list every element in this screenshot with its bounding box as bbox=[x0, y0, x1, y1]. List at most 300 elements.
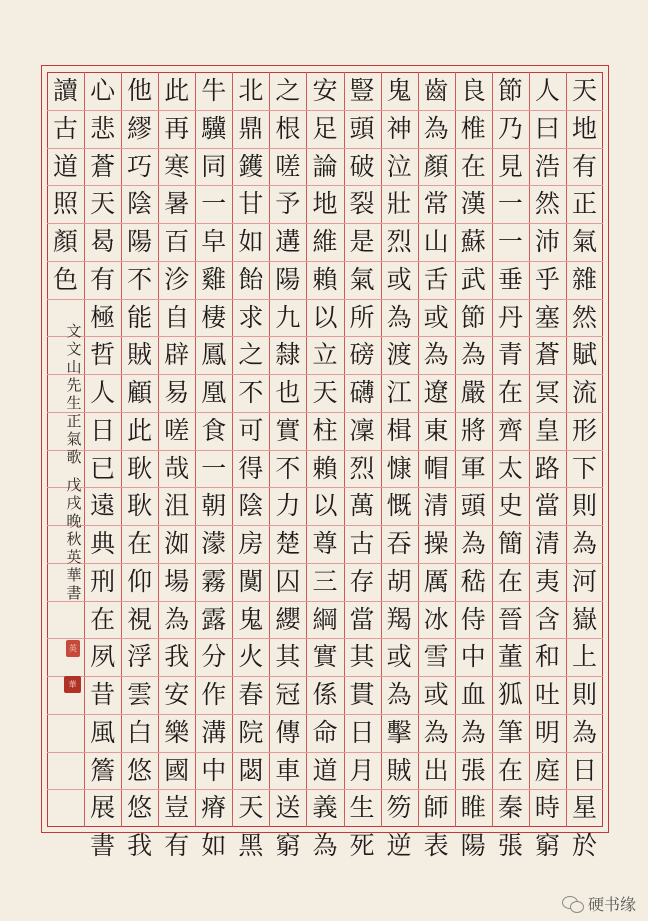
calligraphy-character: 刑 bbox=[90, 566, 116, 596]
calligraphy-character: 冥 bbox=[534, 378, 560, 407]
calligraphy-character: 所 bbox=[349, 302, 375, 332]
calligraphy-character: 鬼 bbox=[238, 604, 264, 634]
calligraphy-character: 萬 bbox=[349, 491, 375, 521]
calligraphy-character: 是 bbox=[349, 227, 375, 256]
calligraphy-character: 壯 bbox=[386, 189, 412, 219]
calligraphy-character: 乃 bbox=[497, 113, 523, 143]
calligraphy-character: 我 bbox=[127, 831, 153, 860]
calligraphy-character: 為 bbox=[423, 717, 449, 747]
calligraphy-character: 裂 bbox=[349, 189, 375, 219]
calligraphy-character: 遠 bbox=[90, 491, 116, 521]
calligraphy-character: 太 bbox=[497, 453, 523, 483]
calligraphy-character: 洳 bbox=[164, 529, 190, 558]
calligraphy-character: 見 bbox=[497, 151, 523, 181]
calligraphy-character: 死 bbox=[349, 831, 375, 860]
calligraphy-character: 筆 bbox=[497, 717, 523, 747]
calligraphy-character: 食 bbox=[201, 415, 227, 445]
calligraphy-character: 以 bbox=[312, 302, 338, 332]
calligraphy-character: 日 bbox=[571, 755, 597, 785]
calligraphy-character: 哲 bbox=[90, 340, 116, 370]
calligraphy-character: 悠 bbox=[127, 793, 153, 823]
calligraphy-character: 山 bbox=[423, 227, 449, 256]
calligraphy-character: 蒼 bbox=[90, 151, 116, 181]
text-column bbox=[381, 72, 418, 865]
calligraphy-character: 在 bbox=[90, 604, 116, 634]
calligraphy-character: 嗟 bbox=[275, 151, 301, 181]
calligraphy-character: 為 bbox=[164, 604, 190, 634]
text-column bbox=[529, 72, 566, 865]
calligraphy-character: 囚 bbox=[275, 566, 301, 596]
calligraphy-character: 巧 bbox=[127, 151, 153, 181]
calligraphy-character: 厲 bbox=[423, 566, 449, 596]
calligraphy-character: 浩 bbox=[534, 151, 560, 181]
calligraphy-character: 百 bbox=[164, 227, 190, 256]
calligraphy-character: 飴 bbox=[238, 264, 264, 294]
calligraphy-character: 青 bbox=[497, 340, 523, 370]
signature-character: 書 bbox=[66, 584, 82, 602]
calligraphy-character: 火 bbox=[238, 642, 264, 672]
calligraphy-character: 楚 bbox=[275, 529, 301, 558]
calligraphy-character: 慷 bbox=[386, 453, 412, 483]
calligraphy-character: 樂 bbox=[164, 717, 190, 747]
calligraphy-character: 雞 bbox=[201, 264, 227, 294]
calligraphy-character: 遼 bbox=[423, 378, 449, 407]
calligraphy-character: 仰 bbox=[127, 566, 153, 596]
calligraphy-character: 操 bbox=[423, 529, 449, 558]
calligraphy-character: 濛 bbox=[201, 529, 227, 558]
calligraphy-character: 瘠 bbox=[201, 793, 227, 823]
calligraphy-character: 星 bbox=[571, 793, 597, 823]
calligraphy-character: 窮 bbox=[534, 831, 560, 860]
calligraphy-character: 泣 bbox=[386, 151, 412, 181]
calligraphy-character: 節 bbox=[497, 76, 523, 105]
calligraphy-character: 為 bbox=[571, 717, 597, 747]
calligraphy-character: 柱 bbox=[312, 415, 338, 445]
calligraphy-character: 在 bbox=[497, 378, 523, 407]
calligraphy-character: 窮 bbox=[275, 831, 301, 860]
calligraphy-character: 人 bbox=[534, 76, 560, 105]
calligraphy-character: 嵇 bbox=[460, 566, 486, 596]
calligraphy-character: 明 bbox=[534, 717, 560, 747]
calligraphy-character: 清 bbox=[423, 491, 449, 521]
calligraphy-character: 人 bbox=[90, 378, 116, 407]
calligraphy-character: 其 bbox=[275, 642, 301, 672]
signature-character: 生 bbox=[66, 394, 82, 412]
calligraphy-character: 三 bbox=[312, 566, 338, 596]
calligraphy-character: 然 bbox=[571, 302, 597, 332]
calligraphy-character: 帽 bbox=[423, 453, 449, 483]
calligraphy-character: 安 bbox=[312, 76, 338, 105]
calligraphy-character: 為 bbox=[386, 680, 412, 709]
calligraphy-character: 日 bbox=[349, 717, 375, 747]
calligraphy-character: 在 bbox=[127, 529, 153, 558]
calligraphy-character: 存 bbox=[349, 566, 375, 596]
calligraphy-character: 或 bbox=[423, 302, 449, 332]
calligraphy-character: 道 bbox=[312, 755, 338, 785]
calligraphy-character: 論 bbox=[312, 151, 338, 181]
calligraphy-character: 傳 bbox=[275, 717, 301, 747]
calligraphy-character: 生 bbox=[349, 793, 375, 823]
calligraphy-character: 簷 bbox=[90, 755, 116, 785]
calligraphy-character: 一 bbox=[201, 189, 227, 219]
calligraphy-character: 軍 bbox=[460, 453, 486, 483]
calligraphy-character: 羯 bbox=[386, 604, 412, 634]
calligraphy-character: 夷 bbox=[534, 566, 560, 596]
calligraphy-character: 血 bbox=[460, 680, 486, 709]
calligraphy-character: 慨 bbox=[386, 491, 412, 521]
calligraphy-character: 頭 bbox=[460, 491, 486, 521]
calligraphy-character: 天 bbox=[312, 378, 338, 407]
calligraphy-character: 命 bbox=[312, 717, 338, 747]
calligraphy-character: 和 bbox=[534, 642, 560, 672]
calligraphy-character: 為 bbox=[571, 529, 597, 558]
calligraphy-character: 貫 bbox=[349, 680, 375, 709]
calligraphy-character: 路 bbox=[534, 453, 560, 483]
calligraphy-character: 浮 bbox=[127, 642, 153, 672]
calligraphy-character: 溝 bbox=[201, 717, 227, 747]
calligraphy-character: 能 bbox=[127, 302, 153, 332]
signature-character: 氣 bbox=[66, 430, 82, 448]
signature-character: 秋 bbox=[66, 530, 82, 548]
calligraphy-character: 張 bbox=[460, 755, 486, 785]
text-column bbox=[195, 72, 232, 865]
calligraphy-character: 天 bbox=[90, 189, 116, 219]
calligraphy-character: 不 bbox=[127, 264, 153, 294]
calligraphy-character: 極 bbox=[90, 302, 116, 332]
calligraphy-character: 國 bbox=[164, 755, 190, 785]
calligraphy-character: 或 bbox=[386, 264, 412, 294]
calligraphy-character: 皁 bbox=[201, 227, 227, 256]
calligraphy-character: 蒼 bbox=[534, 340, 560, 370]
calligraphy-character: 耿 bbox=[127, 491, 153, 521]
calligraphy-character: 破 bbox=[349, 151, 375, 181]
calligraphy-character: 曰 bbox=[534, 113, 560, 143]
calligraphy-character: 房 bbox=[238, 529, 264, 558]
calligraphy-character: 有 bbox=[164, 831, 190, 860]
text-column bbox=[232, 72, 269, 865]
calligraphy-character: 清 bbox=[534, 529, 560, 558]
signature-character: 戊 bbox=[66, 476, 82, 494]
calligraphy-character: 可 bbox=[238, 415, 264, 445]
calligraphy-character: 天 bbox=[238, 793, 264, 823]
calligraphy-character: 凰 bbox=[201, 378, 227, 407]
calligraphy-character: 義 bbox=[312, 793, 338, 823]
calligraphy-character: 已 bbox=[90, 453, 116, 483]
calligraphy-character: 日 bbox=[90, 415, 116, 445]
calligraphy-character: 凜 bbox=[349, 415, 375, 445]
calligraphy-character: 求 bbox=[238, 302, 264, 332]
calligraphy-character: 為 bbox=[460, 340, 486, 370]
calligraphy-character: 為 bbox=[386, 302, 412, 332]
calligraphy-character: 嚴 bbox=[460, 378, 486, 407]
calligraphy-character: 顧 bbox=[127, 378, 153, 407]
calligraphy-character: 月 bbox=[349, 755, 375, 785]
text-column bbox=[121, 72, 158, 865]
calligraphy-character: 簡 bbox=[497, 529, 523, 558]
calligraphy-character: 常 bbox=[423, 189, 449, 219]
signature-character: 正 bbox=[66, 412, 82, 430]
calligraphy-character: 也 bbox=[275, 378, 301, 407]
calligraphy-character: 哉 bbox=[164, 453, 190, 483]
calligraphy-character: 為 bbox=[312, 831, 338, 860]
calligraphy-character: 展 bbox=[90, 793, 116, 823]
calligraphy-character: 之 bbox=[275, 76, 301, 105]
calligraphy-character: 不 bbox=[275, 453, 301, 483]
calligraphy-character: 磅 bbox=[349, 340, 375, 370]
calligraphy-character: 出 bbox=[423, 755, 449, 785]
calligraphy-character: 在 bbox=[497, 566, 523, 596]
text-column bbox=[47, 72, 84, 299]
signature-character: 華 bbox=[66, 566, 82, 584]
calligraphy-character: 為 bbox=[423, 113, 449, 143]
calligraphy-character: 顏 bbox=[53, 227, 79, 256]
calligraphy-character: 鑊 bbox=[238, 151, 264, 181]
calligraphy-character: 神 bbox=[386, 113, 412, 143]
calligraphy-character: 江 bbox=[386, 378, 412, 407]
calligraphy-character: 沮 bbox=[164, 491, 190, 521]
text-column bbox=[344, 72, 381, 865]
calligraphy-character: 則 bbox=[571, 680, 597, 709]
calligraphy-character: 立 bbox=[312, 340, 338, 370]
calligraphy-character: 色 bbox=[53, 264, 79, 294]
calligraphy-character: 白 bbox=[127, 717, 153, 747]
calligraphy-character: 不 bbox=[238, 378, 264, 407]
calligraphy-character: 寒 bbox=[164, 151, 190, 181]
calligraphy-character: 將 bbox=[460, 415, 486, 445]
wechat-icon bbox=[562, 895, 584, 913]
calligraphy-character: 場 bbox=[164, 566, 190, 596]
calligraphy-character: 道 bbox=[53, 151, 79, 181]
calligraphy-character: 當 bbox=[534, 491, 560, 521]
calligraphy-character: 史 bbox=[497, 491, 523, 521]
calligraphy-character: 北 bbox=[238, 76, 264, 105]
signature-character: 晚 bbox=[66, 512, 82, 530]
calligraphy-character: 表 bbox=[423, 831, 449, 860]
calligraphy-character: 吞 bbox=[386, 529, 412, 558]
calligraphy-character: 係 bbox=[312, 680, 338, 709]
signature-block bbox=[63, 322, 85, 602]
seal-stamp-1: 英 bbox=[66, 640, 80, 657]
calligraphy-character: 沛 bbox=[534, 227, 560, 256]
calligraphy-character: 有 bbox=[571, 151, 597, 181]
calligraphy-character: 遘 bbox=[275, 227, 301, 256]
calligraphy-character: 春 bbox=[238, 680, 264, 709]
text-column bbox=[306, 72, 343, 865]
calligraphy-character: 夙 bbox=[90, 642, 116, 672]
calligraphy-character: 力 bbox=[275, 491, 301, 521]
calligraphy-character: 纓 bbox=[275, 604, 301, 634]
signature-character: 文 bbox=[66, 322, 82, 340]
calligraphy-character: 楫 bbox=[386, 415, 412, 445]
calligraphy-character: 椎 bbox=[460, 113, 486, 143]
calligraphy-character: 在 bbox=[460, 151, 486, 181]
calligraphy-character: 鼎 bbox=[238, 113, 264, 143]
calligraphy-character: 分 bbox=[201, 642, 227, 672]
calligraphy-character: 黑 bbox=[238, 831, 264, 860]
signature-date-author bbox=[66, 476, 81, 602]
calligraphy-character: 氣 bbox=[349, 264, 375, 294]
calligraphy-character: 之 bbox=[238, 340, 264, 370]
calligraphy-character: 辟 bbox=[164, 340, 190, 370]
calligraphy-character: 武 bbox=[460, 264, 486, 294]
calligraphy-character: 再 bbox=[164, 113, 190, 143]
calligraphy-character: 烈 bbox=[349, 453, 375, 483]
calligraphy-character: 烈 bbox=[386, 227, 412, 256]
calligraphy-character: 地 bbox=[312, 189, 338, 219]
calligraphy-character: 驥 bbox=[201, 113, 227, 143]
calligraphy-character: 棲 bbox=[201, 302, 227, 332]
calligraphy-character: 丹 bbox=[497, 302, 523, 332]
calligraphy-character: 易 bbox=[164, 378, 190, 407]
calligraphy-character: 陰 bbox=[238, 491, 264, 521]
calligraphy-character: 良 bbox=[460, 76, 486, 105]
calligraphy-character: 曷 bbox=[90, 227, 116, 256]
calligraphy-character: 豎 bbox=[349, 76, 375, 105]
calligraphy-character: 此 bbox=[127, 415, 153, 445]
calligraphy-character: 牛 bbox=[201, 76, 227, 105]
calligraphy-character: 隸 bbox=[275, 340, 301, 370]
calligraphy-character: 或 bbox=[386, 642, 412, 672]
calligraphy-character: 我 bbox=[164, 642, 190, 672]
calligraphy-character: 九 bbox=[275, 302, 301, 332]
calligraphy-character: 其 bbox=[349, 642, 375, 672]
calligraphy-character: 為 bbox=[460, 529, 486, 558]
calligraphy-character: 氣 bbox=[571, 227, 597, 256]
calligraphy-character: 昔 bbox=[90, 680, 116, 709]
calligraphy-character: 視 bbox=[127, 604, 153, 634]
calligraphy-character: 漢 bbox=[460, 189, 486, 219]
calligraphy-character: 張 bbox=[497, 831, 523, 860]
signature-character: 歌 bbox=[66, 448, 82, 466]
text-column bbox=[455, 72, 492, 865]
text-column bbox=[492, 72, 529, 865]
calligraphy-character: 心 bbox=[90, 76, 116, 105]
calligraphy-character: 賴 bbox=[312, 453, 338, 483]
calligraphy-character: 以 bbox=[312, 491, 338, 521]
calligraphy-character: 睢 bbox=[460, 793, 486, 823]
signature-character: 先 bbox=[66, 376, 82, 394]
calligraphy-character: 秦 bbox=[497, 793, 523, 823]
calligraphy-character: 雪 bbox=[423, 642, 449, 672]
calligraphy-character: 冰 bbox=[423, 604, 449, 634]
calligraphy-character: 一 bbox=[201, 453, 227, 483]
calligraphy-character: 於 bbox=[571, 831, 597, 860]
calligraphy-character: 露 bbox=[201, 604, 227, 634]
calligraphy-character: 天 bbox=[571, 76, 597, 105]
calligraphy-character: 胡 bbox=[386, 566, 412, 596]
signature-character: 戌 bbox=[66, 494, 82, 512]
calligraphy-character: 顏 bbox=[423, 151, 449, 181]
calligraphy-character: 自 bbox=[164, 302, 190, 332]
signature-character: 英 bbox=[66, 548, 82, 566]
seal-stamp-2: 華 bbox=[64, 676, 81, 693]
calligraphy-character: 地 bbox=[571, 113, 597, 143]
calligraphy-character: 逆 bbox=[386, 831, 412, 860]
calligraphy-character: 尊 bbox=[312, 529, 338, 558]
calligraphy-character: 予 bbox=[275, 189, 301, 219]
calligraphy-character: 頭 bbox=[349, 113, 375, 143]
calligraphy-character: 乎 bbox=[534, 264, 560, 294]
calligraphy-character: 實 bbox=[275, 415, 301, 445]
calligraphy-character: 陽 bbox=[460, 831, 486, 860]
calligraphy-character: 吐 bbox=[534, 680, 560, 709]
calligraphy-character: 一 bbox=[497, 227, 523, 256]
calligraphy-character: 繆 bbox=[127, 113, 153, 143]
calligraphy-character: 或 bbox=[423, 680, 449, 709]
calligraphy-character: 時 bbox=[534, 793, 560, 823]
calligraphy-character: 然 bbox=[534, 189, 560, 219]
calligraphy-character: 陽 bbox=[275, 264, 301, 294]
calligraphy-character: 典 bbox=[90, 529, 116, 558]
calligraphy-character: 車 bbox=[275, 755, 301, 785]
calligraphy-character: 東 bbox=[423, 415, 449, 445]
calligraphy-character: 他 bbox=[127, 76, 153, 105]
calligraphy-character: 狐 bbox=[497, 680, 523, 709]
calligraphy-character: 河 bbox=[571, 566, 597, 596]
calligraphy-character: 古 bbox=[53, 113, 79, 143]
calligraphy-character: 安 bbox=[164, 680, 190, 709]
calligraphy-character: 晉 bbox=[497, 604, 523, 634]
calligraphy-character: 如 bbox=[238, 227, 264, 256]
calligraphy-character: 綱 bbox=[312, 604, 338, 634]
calligraphy-character: 擊 bbox=[386, 717, 412, 747]
calligraphy-character: 笏 bbox=[386, 793, 412, 823]
calligraphy-character: 庭 bbox=[534, 755, 560, 785]
calligraphy-character: 作 bbox=[201, 680, 227, 709]
calligraphy-character: 沴 bbox=[164, 264, 190, 294]
calligraphy-character: 皇 bbox=[534, 415, 560, 445]
signature-title bbox=[66, 322, 81, 466]
text-column bbox=[84, 72, 121, 865]
calligraphy-character: 照 bbox=[53, 189, 79, 219]
text-column bbox=[269, 72, 306, 865]
calligraphy-character: 侍 bbox=[460, 604, 486, 634]
watermark-text: 硬书缘 bbox=[587, 895, 636, 914]
calligraphy-character: 風 bbox=[90, 717, 116, 747]
calligraphy-character: 嗟 bbox=[164, 415, 190, 445]
calligraphy-character: 嶽 bbox=[571, 604, 597, 634]
calligraphy-character: 同 bbox=[201, 151, 227, 181]
calligraphy-character: 鳳 bbox=[201, 340, 227, 370]
calligraphy-character: 塞 bbox=[534, 302, 560, 332]
signature-character: 文 bbox=[66, 340, 82, 358]
text-column bbox=[418, 72, 455, 865]
calligraphy-character: 霧 bbox=[201, 566, 227, 596]
calligraphy-character: 悲 bbox=[90, 113, 116, 143]
calligraphy-character: 雲 bbox=[127, 680, 153, 709]
calligraphy-character: 豈 bbox=[164, 793, 190, 823]
calligraphy-character: 朝 bbox=[201, 491, 227, 521]
calligraphy-character: 陽 bbox=[127, 227, 153, 256]
calligraphy-character: 當 bbox=[349, 604, 375, 634]
calligraphy-character: 正 bbox=[571, 189, 597, 219]
calligraphy-character: 根 bbox=[275, 113, 301, 143]
calligraphy-character: 送 bbox=[275, 793, 301, 823]
calligraphy-character: 渡 bbox=[386, 340, 412, 370]
calligraphy-character: 暑 bbox=[164, 189, 190, 219]
calligraphy-character: 舌 bbox=[423, 264, 449, 294]
calligraphy-character: 蘇 bbox=[460, 227, 486, 256]
calligraphy-character: 悠 bbox=[127, 755, 153, 785]
calligraphy-character: 上 bbox=[571, 642, 597, 672]
calligraphy-character: 形 bbox=[571, 415, 597, 445]
calligraphy-character: 則 bbox=[571, 491, 597, 521]
calligraphy-character: 書 bbox=[90, 831, 116, 860]
calligraphy-character: 下 bbox=[571, 453, 597, 483]
calligraphy-character: 甘 bbox=[238, 189, 264, 219]
calligraphy-character: 為 bbox=[460, 717, 486, 747]
calligraphy-character: 如 bbox=[201, 831, 227, 860]
